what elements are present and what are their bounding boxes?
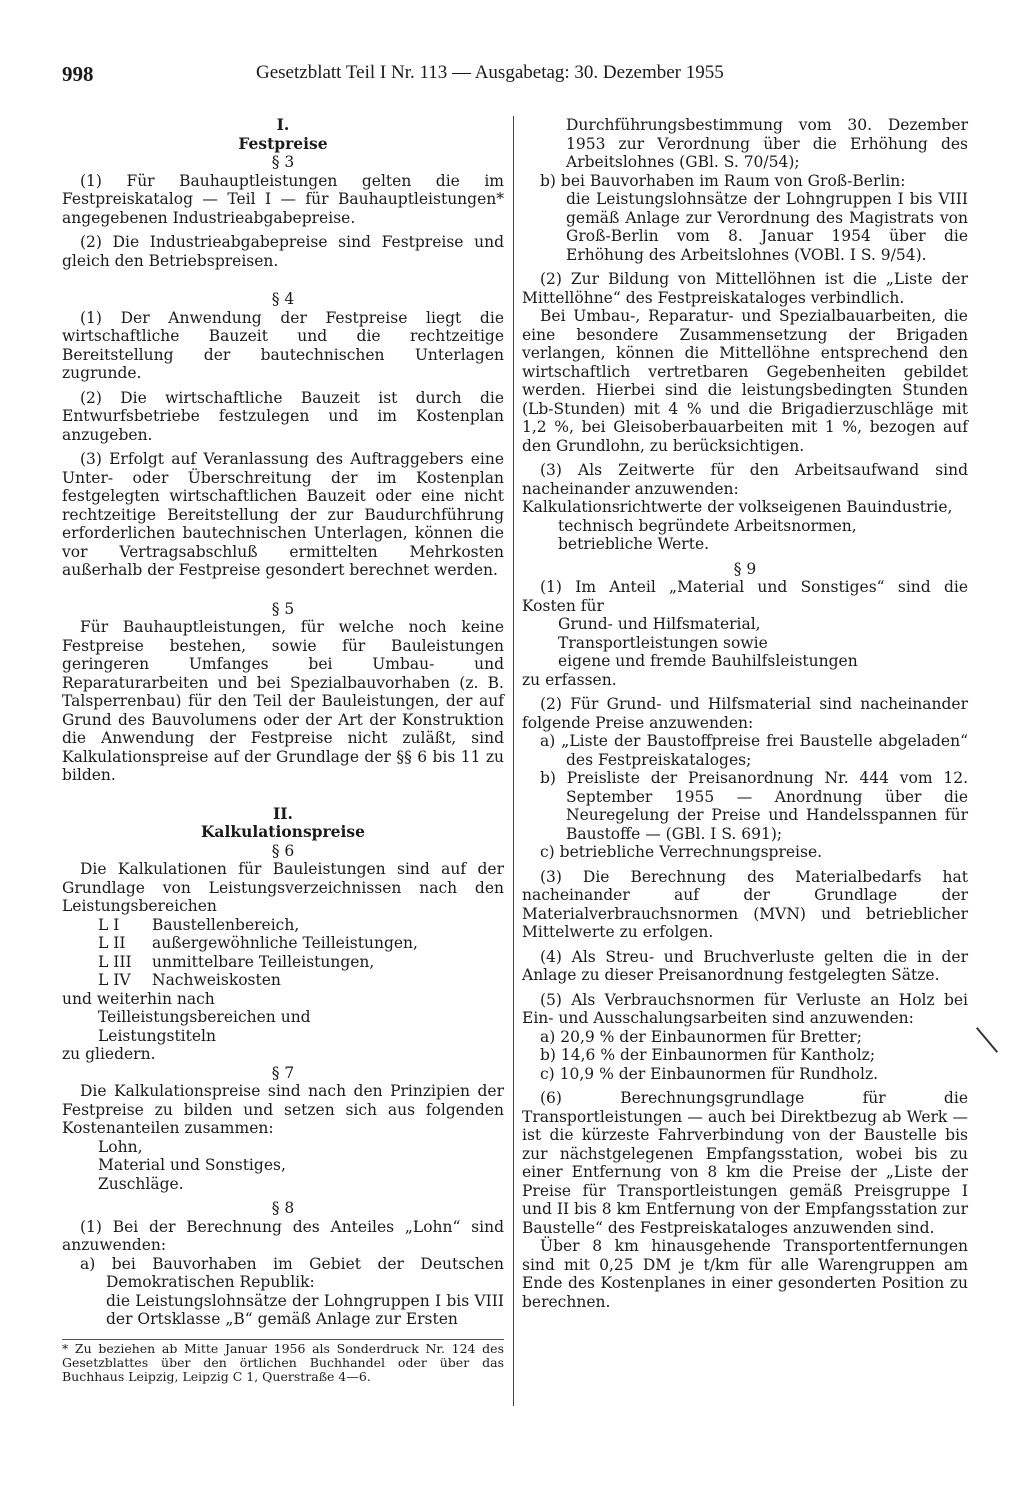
paragraph-text: (2) Die Industrieabgabepreise sind Festpreise und gleich den Betriebspreisen. [62,233,504,270]
section-title: Kalkulationspreise [200,822,366,841]
list-item: Grund- und Hilfsmaterial, [558,615,761,633]
list-item: c) 10,9 % der Einbaunormen für Rundholz. [540,1064,879,1083]
paragraph-heading: § 9 [733,559,757,578]
list-item: Teilleistungsbereichen und [98,1008,311,1026]
paragraph-text: Für Bauhauptleistungen, für welche noch keine Festpreise bestehen, sowie für Bauleistungen geringeren Umfanges bei Umbau- und Reparaturarbeiten und bei Spezialbauvorhaben (z. B. Talsperrenbau) für den Teil der Bauleistungen, der auf Grund des Bauvolumens oder der Art der Konstruktion die Anwendung der Festpreise nicht zuläßt, sind Kalkulationspreise auf der Grundlage der §§ 6 bis 11 zu bilden. [62,618,504,784]
section-number: I. [276,115,290,134]
paragraph-text: und weiterhin nach [62,989,215,1008]
list-item: Lohn, [98,1137,143,1156]
list-item: b) bei Bauvorhaben im Raum von Groß-Berlin: [540,171,906,190]
paragraph-text: (2) Zur Bildung von Mittellöhnen ist die „Liste der Mittellöhne“ des Festpreiskataloges verbindlich. [522,270,968,307]
section-number: II. [273,803,293,823]
paragraph-text: Die Kalkulationspreise sind nach den Prinzipien der Festpreise zu bilden und setzen sich aus folgenden Kostenanteilen zusammen: [62,1082,504,1137]
footnote: * Zu beziehen ab Mitte Januar 1956 als Sonderdruck Nr. 124 des Gesetzblattes über den örtlichen Buchhandel oder über das Buchhaus Leipzig, Leipzig C 1, Querstraße 4—6. [62,1340,504,1384]
list-item: betriebliche Werte. [558,535,710,553]
paragraph-text: (1) Im Anteil „Material und Sonstiges“ sind die Kosten für [522,578,968,615]
list-item: Transportleistungen sowie [558,633,768,652]
left-column [62,116,504,1384]
paragraph-text: Die Kalkulationen für Bauleistungen sind auf der Grundlage von Leistungsverzeichnissen nach den Leistungsbereichen [62,860,504,915]
list-item: a) 20,9 % der Einbaunormen für Bretter; [540,1027,862,1046]
header-title: Gesetzblatt Teil I Nr. 113 — Ausgabetag: 30. Dezember 1955 [256,62,724,83]
list-item: b) 14,6 % der Einbaunormen für Kantholz; [540,1046,876,1064]
list-item: a) „Liste der Baustoffpreise frei Baustelle abgeladen“ des Festpreiskataloges; [540,732,968,769]
paragraph-heading: § 8 [271,1199,295,1217]
paragraph-text: Durchführungsbestimmung vom 30. Dezember 1953 zur Verordnung über die Erhöhung des Arbeitslohnes (GBl. S. 70/54); [566,116,968,171]
list-item: L III unmittelbare Teilleistungen, [98,952,375,971]
paragraph-heading: § 6 [271,841,295,860]
paragraph-text: (1) Bei der Berechnung des Anteiles „Lohn“ sind anzuwenden: [62,1217,504,1254]
list-item: b) Preisliste der Preisanordnung Nr. 444 vom 12. September 1955 — Anordnung über die Neuregelung der Preise und Handelsspannen für Baustoffe — (GBl. I S. 691); [540,769,968,843]
list-item: Leistungstiteln [98,1026,216,1045]
right-column [522,116,968,1311]
paragraph-text: (4) Als Streu- und Bruchverluste gelten die in der Anlage zu dieser Preisanordnung festgelegten Sätze. [522,947,968,984]
paragraph-text: (5) Als Verbrauchsnormen für Verluste an Holz bei Ein- und Ausschalungsarbeiten sind anzuwenden: [522,990,968,1027]
column-divider [513,116,514,1406]
paragraph-text: zu gliedern. [62,1045,156,1063]
page-number: 998 [62,62,94,86]
paragraph-text: (2) Für Grund- und Hilfsmaterial sind nacheinander folgende Preise anzuwenden: [522,695,968,732]
paragraph-text: (6) Berechnungsgrundlage für die Transportleistungen — auch bei Direktbezug ab Werk — ist die kürzeste Fahrverbindung von der Baustelle bis zur nächstgelegenen Empfangsstation, wobei bis zu einer Entfernung von 8 km die Preise der „Liste der Preise für Transportleistungen gemäß Preisgruppe I und II bis 8 km Entfernung von der Empfangsstation zur Baustelle“ des Festpreiskataloges anzuwenden sind. [522,1089,968,1237]
paragraph-heading: § 5 [271,599,295,618]
page-header [62,62,782,86]
paragraph-text: (2) Die wirtschaftliche Bauzeit ist durch die Entwurfsbetriebe festzulegen und im Kostenplan anzugeben. [62,388,504,444]
paragraph-heading: § 3 [271,153,295,171]
paragraph-text: Über 8 km hinausgehende Transportentfernungen sind mit 0,25 DM je t/km für alle Warengruppen am Ende des Kostenplanes in einer gesonderten Position zu berechnen. [522,1237,968,1311]
list-item: Zuschläge. [98,1174,184,1193]
list-item: eigene und fremde Bauhilfsleistungen [558,652,858,670]
paragraph-text: (3) Die Berechnung des Materialbedarfs hat nacheinander auf der Grundlage der Materialverbrauchsnormen (MVN) und betrieblicher Mittelwerte zu erfolgen. [522,867,968,941]
paragraph-heading: § 7 [271,1063,295,1082]
margin-mark [976,1027,998,1053]
list-item: Material und Sonstiges, [98,1156,286,1174]
paragraph-text: (3) Erfolgt auf Veranlassung des Auftraggebers eine Unter- oder Überschreitung der im Kostenplan festgelegten wirtschaftlichen Bauzeit oder eine nicht rechtzeitige Bereitstellung der zur Baudurchführung erforderlichen bautechnischen Unterlagen, können die vor Vertragsabschluß ermittelten Mehrkosten außerhalb der Festpreise gesondert berechnet werden. [62,450,504,579]
paragraph-text: (1) Für Bauhauptleistungen gelten die im Festpreiskatalog — Teil I — für Bauhauptleistungen* angegebenen Industrieabgabepreise. [62,171,504,227]
list-item: L I Baustellenbereich, [98,915,300,934]
list-item: c) betriebliche Verrechnungspreise. [540,843,823,861]
section-title: Festpreise [238,133,328,153]
paragraph-text: Bei Umbau-, Reparatur- und Spezialbauarbeiten, die eine besondere Zusammensetzung der Brigaden verlangen, können die Mittellöhne entsprechend den wirtschaftlich vertretbaren Gegebenheiten gebildet werden. Hierbei sind die leistungsbedingten Stunden (Lb-Stunden) mit 4 % und die Brigadierzuschläge mit 1,2 %, bei Gleisoberbauarbeiten mit 1 %, bezogen auf den Grundlohn, zu berücksichtigen. [522,307,968,455]
list-item: L II außergewöhnliche Teilleistungen, [98,934,418,952]
paragraph-text: die Leistungslohnsätze der Lohngruppen I bis VIII gemäß Anlage zur Verordnung des Magistrats von Groß-Berlin vom 8. Januar 1954 über die Erhöhung des Arbeitslohnes (VOBl. I S. 9/54). [566,190,968,264]
paragraph-heading: § 4 [271,290,295,308]
paragraph-text: die Leistungslohnsätze der Lohngruppen I bis VIII der Ortsklasse „B“ gemäß Anlage zur Ersten [106,1291,504,1328]
paragraph-text: (3) Als Zeitwerte für den Arbeitsaufwand sind nacheinander anzuwenden: [522,461,968,498]
list-item: L IV Nachweiskosten [98,971,281,989]
paragraph-text: zu erfassen. [522,670,617,689]
list-item: technisch begründete Arbeitsnormen, [558,516,857,535]
paragraph-text: (1) Der Anwendung der Festpreise liegt die wirtschaftliche Bauzeit und die rechtzeitige Bereitstellung der bautechnischen Unterlagen zugrunde. [62,308,504,382]
list-item: Kalkulationsrichtwerte der volkseigenen Bauindustrie, [522,498,953,516]
list-item: a) bei Bauvorhaben im Gebiet der Deutschen Demokratischen Republik: [80,1254,504,1291]
